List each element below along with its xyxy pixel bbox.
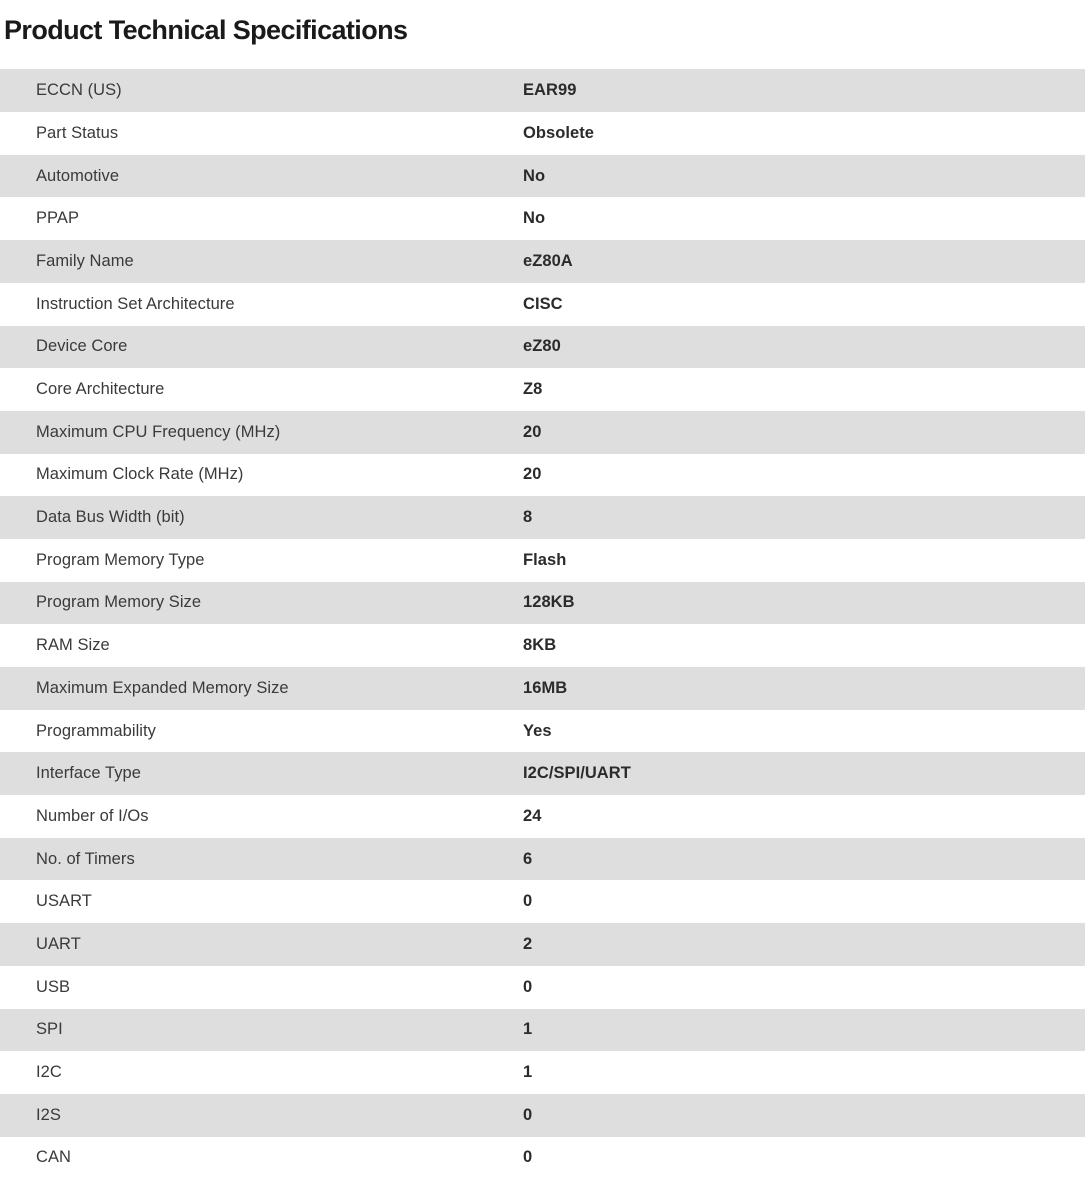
spec-value: 20 bbox=[523, 422, 542, 441]
table-row bbox=[0, 838, 1085, 881]
spec-attribute: CAN bbox=[36, 1148, 71, 1167]
spec-attribute: I2S bbox=[36, 1105, 61, 1124]
spec-value: 16MB bbox=[523, 678, 568, 697]
spec-attribute: I2C bbox=[36, 1063, 62, 1082]
spec-attribute: RAM Size bbox=[36, 636, 110, 655]
spec-value: 20 bbox=[523, 465, 542, 484]
spec-value: eZ80A bbox=[523, 251, 573, 270]
spec-value: 0 bbox=[523, 892, 533, 911]
spec-value: 1 bbox=[523, 1020, 533, 1039]
spec-value: 0 bbox=[523, 1105, 533, 1124]
spec-attribute: Part Status bbox=[36, 123, 119, 142]
spec-attribute: Maximum CPU Frequency (MHz) bbox=[36, 422, 281, 441]
spec-attribute: SPI bbox=[36, 1020, 63, 1039]
spec-attribute: UART bbox=[36, 934, 81, 953]
table-row bbox=[0, 496, 1085, 539]
spec-value: 24 bbox=[523, 806, 542, 825]
table-row bbox=[0, 1051, 1085, 1094]
table-row bbox=[0, 966, 1085, 1009]
spec-value: 8KB bbox=[523, 636, 557, 655]
table-row bbox=[0, 539, 1085, 582]
table-row bbox=[0, 1137, 1085, 1179]
spec-attribute: USART bbox=[36, 892, 92, 911]
spec-value: I2C/SPI/UART bbox=[523, 764, 631, 783]
spec-attribute: Instruction Set Architecture bbox=[36, 294, 235, 313]
specifications-table-body bbox=[0, 69, 1085, 1179]
spec-value: 1 bbox=[523, 1063, 533, 1082]
spec-value: Flash bbox=[523, 550, 567, 569]
spec-value: Z8 bbox=[523, 380, 543, 399]
table-row bbox=[0, 454, 1085, 497]
spec-value: 8 bbox=[523, 508, 533, 527]
table-row bbox=[0, 795, 1085, 838]
spec-attribute: USB bbox=[36, 977, 71, 996]
table-row bbox=[0, 326, 1085, 369]
spec-attribute: ECCN (US) bbox=[36, 81, 122, 100]
spec-value: Yes bbox=[523, 721, 552, 740]
spec-attribute: Data Bus Width (bit) bbox=[36, 508, 185, 527]
spec-attribute: Interface Type bbox=[36, 764, 141, 783]
spec-value: 6 bbox=[523, 849, 533, 868]
table-row bbox=[0, 667, 1085, 710]
table-row bbox=[0, 197, 1085, 240]
table-row bbox=[0, 1094, 1085, 1137]
table-row bbox=[0, 69, 1085, 112]
spec-value: 0 bbox=[523, 1148, 533, 1167]
spec-value: No bbox=[523, 209, 546, 228]
spec-value: EAR99 bbox=[523, 81, 577, 100]
table-row bbox=[0, 624, 1085, 667]
spec-attribute: Number of I/Os bbox=[36, 806, 149, 825]
table-row bbox=[0, 155, 1085, 198]
specifications-table bbox=[0, 69, 1085, 1179]
spec-attribute: No. of Timers bbox=[36, 849, 135, 868]
spec-attribute: Maximum Clock Rate (MHz) bbox=[36, 465, 244, 484]
spec-value: No bbox=[523, 166, 546, 185]
table-row bbox=[0, 240, 1085, 283]
spec-attribute: Core Architecture bbox=[36, 380, 165, 399]
table-row bbox=[0, 923, 1085, 966]
spec-attribute: Programmability bbox=[36, 721, 156, 740]
spec-value: Obsolete bbox=[523, 123, 595, 142]
spec-value: eZ80 bbox=[523, 337, 561, 356]
table-row bbox=[0, 1009, 1085, 1052]
spec-value: CISC bbox=[523, 294, 563, 313]
spec-value: 2 bbox=[523, 934, 533, 953]
table-row bbox=[0, 283, 1085, 326]
spec-attribute: Program Memory Size bbox=[36, 593, 202, 612]
spec-attribute: Maximum Expanded Memory Size bbox=[36, 678, 289, 697]
page-title: Product Technical Specifications bbox=[4, 15, 408, 45]
spec-attribute: Automotive bbox=[36, 166, 120, 185]
spec-value: 128KB bbox=[523, 593, 575, 612]
table-row bbox=[0, 582, 1085, 625]
table-row bbox=[0, 880, 1085, 923]
table-row bbox=[0, 112, 1085, 155]
spec-value: 0 bbox=[523, 977, 533, 996]
table-row bbox=[0, 710, 1085, 753]
spec-attribute: Program Memory Type bbox=[36, 550, 205, 569]
table-row bbox=[0, 752, 1085, 795]
table-row bbox=[0, 368, 1085, 411]
spec-attribute: Family Name bbox=[36, 251, 134, 270]
spec-attribute: PPAP bbox=[36, 209, 79, 228]
spec-attribute: Device Core bbox=[36, 337, 128, 356]
table-row bbox=[0, 411, 1085, 454]
